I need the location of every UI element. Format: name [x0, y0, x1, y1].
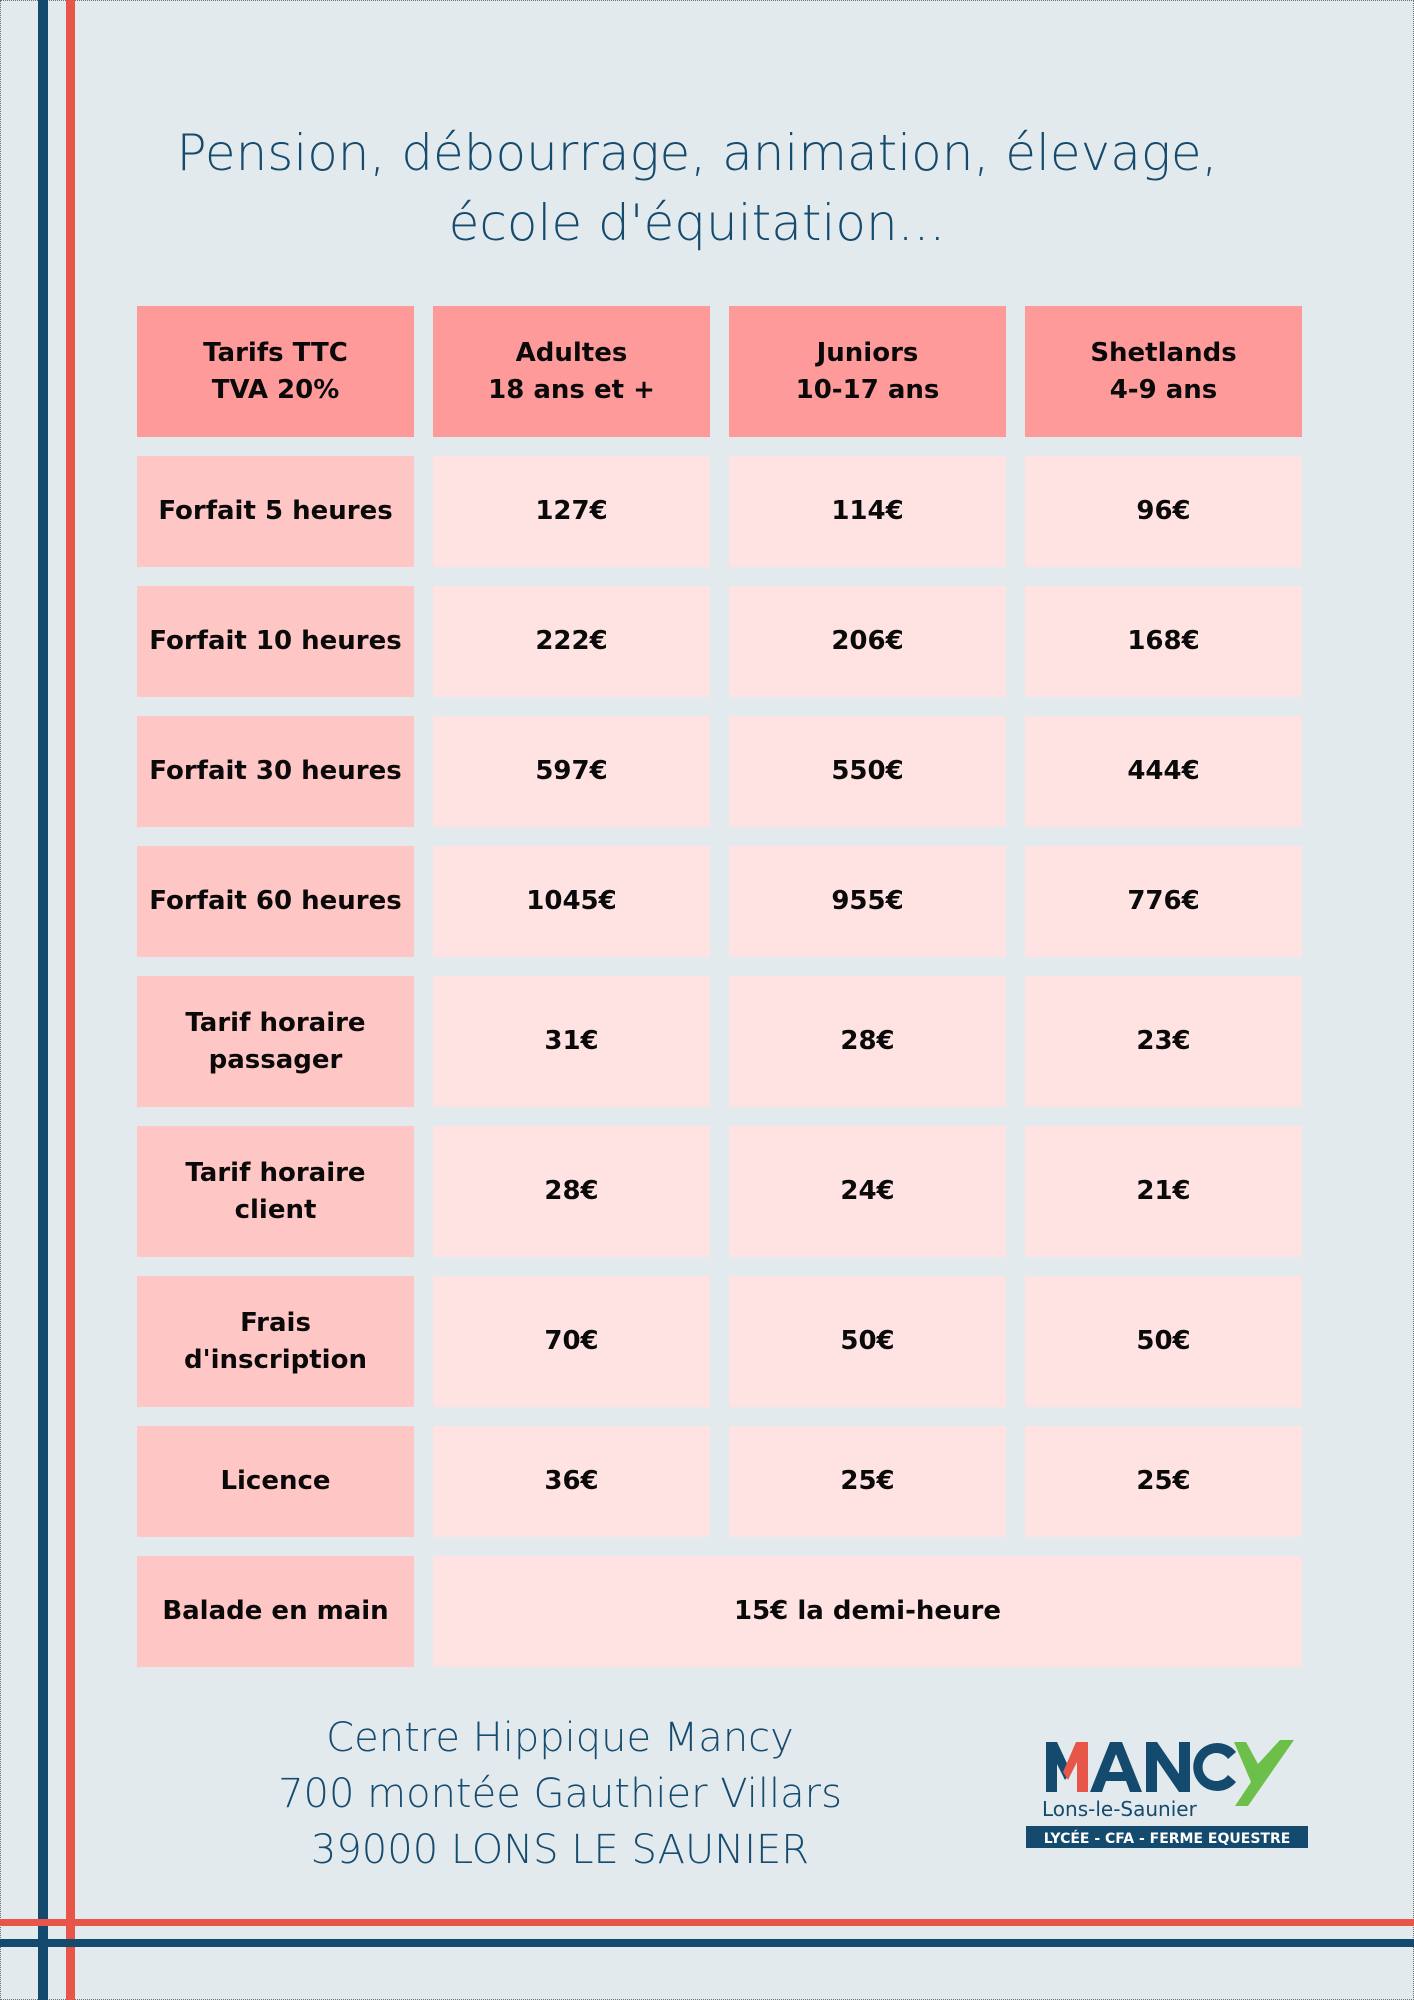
- decorative-vertical-red-line: [66, 0, 75, 2000]
- table-row-label: Tarif horaire passager: [137, 976, 414, 1107]
- table-value-cell: 25€: [729, 1426, 1006, 1537]
- table-value-cell: 96€: [1025, 456, 1302, 567]
- table-value-cell: 50€: [729, 1276, 1006, 1407]
- table-value-cell: 550€: [729, 716, 1006, 827]
- table-row-label: Frais d'inscription: [137, 1276, 414, 1407]
- table-value-cell: 25€: [1025, 1426, 1302, 1537]
- table-row-label: Forfait 30 heures: [137, 716, 414, 827]
- table-header-cell: Juniors 10-17 ans: [729, 306, 1006, 437]
- table-merged-cell: 15€ la demi-heure: [433, 1556, 1302, 1667]
- table-row-label: Balade en main: [137, 1556, 414, 1667]
- table-value-cell: 70€: [433, 1276, 710, 1407]
- table-value-cell: 28€: [729, 976, 1006, 1107]
- table-value-cell: 50€: [1025, 1276, 1302, 1407]
- table-value-cell: 23€: [1025, 976, 1302, 1107]
- decorative-horizontal-red-line: [0, 1919, 1414, 1926]
- address-name: Centre Hippique Mancy: [326, 1715, 794, 1761]
- table-value-cell: 21€: [1025, 1126, 1302, 1257]
- table-value-cell: 597€: [433, 716, 710, 827]
- decorative-vertical-navy-line: [38, 0, 48, 2000]
- page-title: Pension, débourrage, animation, élevage, école d'équitation...: [176, 124, 1218, 252]
- table-header-cell: Tarifs TTC TVA 20%: [137, 306, 414, 437]
- table-value-cell: 24€: [729, 1126, 1006, 1257]
- address-city: 39000 LONS LE SAUNIER: [310, 1827, 810, 1873]
- table-value-cell: 1045€: [433, 846, 710, 957]
- logo-subtitle: Lons-le-Saunier: [1042, 1797, 1197, 1821]
- table-value-cell: 31€: [433, 976, 710, 1107]
- table-value-cell: 444€: [1025, 716, 1302, 827]
- mancy-logo: [1022, 1736, 1312, 1856]
- table-header-cell: Shetlands 4-9 ans: [1025, 306, 1302, 437]
- table-row-label: Forfait 60 heures: [137, 846, 414, 957]
- table-row-label: Forfait 5 heures: [137, 456, 414, 567]
- table-value-cell: 168€: [1025, 586, 1302, 697]
- table-header-cell: Adultes 18 ans et +: [433, 306, 710, 437]
- table-row-label: Tarif horaire client: [137, 1126, 414, 1257]
- table-value-cell: 127€: [433, 456, 710, 567]
- decorative-horizontal-navy-line: [0, 1939, 1414, 1947]
- table-value-cell: 222€: [433, 586, 710, 697]
- table-value-cell: 36€: [433, 1426, 710, 1537]
- table-value-cell: 776€: [1025, 846, 1302, 957]
- table-row-label: Licence: [137, 1426, 414, 1537]
- address-street: 700 montée Gauthier Villars: [278, 1771, 842, 1817]
- address-block: [260, 1710, 860, 1878]
- logo-tagline: LYCÉE - CFA - FERME EQUESTRE: [1043, 1831, 1291, 1847]
- table-value-cell: 114€: [729, 456, 1006, 567]
- table-value-cell: 28€: [433, 1126, 710, 1257]
- table-value-cell: 955€: [729, 846, 1006, 957]
- table-value-cell: 206€: [729, 586, 1006, 697]
- table-row-label: Forfait 10 heures: [137, 586, 414, 697]
